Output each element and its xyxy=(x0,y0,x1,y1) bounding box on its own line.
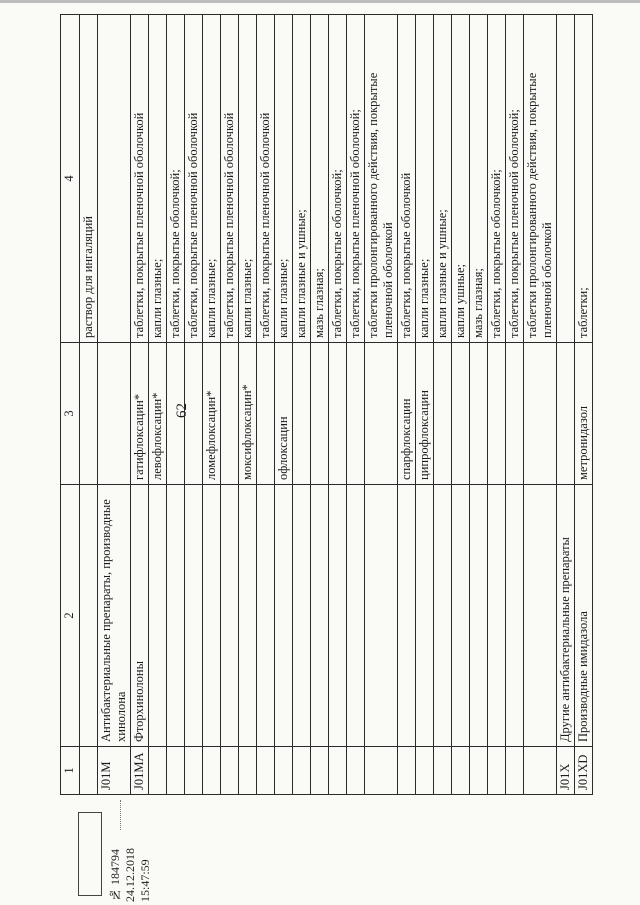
table-row xyxy=(203,15,221,795)
cell-code xyxy=(452,747,470,795)
cell-form: таблетки, покрытые оболочкой; xyxy=(329,15,347,343)
cell-drug xyxy=(221,343,239,485)
cell-group: Производные имидазола xyxy=(575,485,593,747)
table-row xyxy=(575,15,593,795)
table-row xyxy=(311,15,329,795)
cell-code xyxy=(347,747,365,795)
cell-group xyxy=(452,485,470,747)
cell-group xyxy=(311,485,329,747)
cell-form: таблетки, покрытые оболочкой; xyxy=(167,15,185,343)
cell-group xyxy=(221,485,239,747)
cell-group: Антибактериальные препараты, производные хинолона xyxy=(98,485,131,747)
cell-form: капли глазные; xyxy=(149,15,167,343)
cell-drug xyxy=(365,343,398,485)
cell-form: капли глазные; xyxy=(416,15,434,343)
cell-form: таблетки, покрытые оболочкой xyxy=(398,15,416,343)
cell-form: капли глазные; xyxy=(203,15,221,343)
cell-form: раствор для ингаляций xyxy=(80,15,98,343)
cell-group xyxy=(506,485,524,747)
cell-drug xyxy=(80,343,98,485)
cell-drug xyxy=(311,343,329,485)
cell-code xyxy=(365,747,398,795)
cell-drug: метронидазол xyxy=(575,343,593,485)
cell-form: таблетки пролонгированного действия, покрытые пленочной оболочкой xyxy=(524,15,557,343)
cell-drug: левофлоксацин* xyxy=(149,343,167,485)
table-row xyxy=(365,15,398,795)
table-row xyxy=(167,15,185,795)
cell-group: Фторхинолоны xyxy=(131,485,149,747)
cell-code xyxy=(506,747,524,795)
cell-form: таблетки, покрытые пленочной оболочкой; xyxy=(506,15,524,343)
cell-group xyxy=(398,485,416,747)
table-row xyxy=(347,15,365,795)
table-row xyxy=(557,15,575,795)
header-cell: 3 xyxy=(61,343,80,485)
cell-form: капли глазные и ушные; xyxy=(293,15,311,343)
cell-form: капли глазные и ушные; xyxy=(434,15,452,343)
table-row xyxy=(488,15,506,795)
cell-code xyxy=(167,747,185,795)
cell-code xyxy=(311,747,329,795)
table-row xyxy=(275,15,293,795)
cell-drug: гатифлоксацин* xyxy=(131,343,149,485)
cell-group xyxy=(524,485,557,747)
cell-form xyxy=(557,15,575,343)
cell-code xyxy=(488,747,506,795)
cell-form: таблетки; xyxy=(575,15,593,343)
cell-form: таблетки, покрытые оболочкой; xyxy=(488,15,506,343)
cell-code xyxy=(80,747,98,795)
cell-code xyxy=(185,747,203,795)
cell-code: J01XD xyxy=(575,747,593,795)
table-row xyxy=(185,15,203,795)
registration-stamp xyxy=(78,812,102,896)
cell-drug xyxy=(167,343,185,485)
table-row xyxy=(329,15,347,795)
table-row xyxy=(131,15,149,795)
cell-group xyxy=(416,485,434,747)
table-row xyxy=(293,15,311,795)
cell-drug: офлоксацин xyxy=(275,343,293,485)
cell-drug xyxy=(470,343,488,485)
page-number: 62 xyxy=(174,403,190,418)
document-number: № 184794 24.12.2018 15:47:59 xyxy=(108,848,152,902)
cell-group xyxy=(329,485,347,747)
cell-drug: ломефлоксацин* xyxy=(203,343,221,485)
cell-code xyxy=(239,747,257,795)
cell-code xyxy=(398,747,416,795)
cell-drug xyxy=(434,343,452,485)
cell-drug xyxy=(293,343,311,485)
cell-code xyxy=(434,747,452,795)
cell-code xyxy=(416,747,434,795)
cell-drug: моксифлоксацин* xyxy=(239,343,257,485)
table-row xyxy=(398,15,416,795)
cell-drug xyxy=(524,343,557,485)
cell-code: J01X xyxy=(557,747,575,795)
cell-drug xyxy=(185,343,203,485)
table-row xyxy=(506,15,524,795)
cell-drug xyxy=(98,343,131,485)
cell-group xyxy=(434,485,452,747)
cell-form: мазь глазная; xyxy=(470,15,488,343)
cell-group xyxy=(488,485,506,747)
cell-form: капли глазные; xyxy=(275,15,293,343)
cell-form: капли глазные; xyxy=(239,15,257,343)
cell-form xyxy=(98,15,131,343)
cell-form: таблетки, покрытые пленочной оболочкой xyxy=(221,15,239,343)
cell-drug: ципрофлоксацин xyxy=(416,343,434,485)
cell-code xyxy=(203,747,221,795)
cell-group: Другие антибактериальные препараты xyxy=(557,485,575,747)
cell-form: таблетки, покрытые пленочной оболочкой xyxy=(185,15,203,343)
table-row xyxy=(524,15,557,795)
cell-group xyxy=(293,485,311,747)
cell-form: мазь глазная; xyxy=(311,15,329,343)
cell-code xyxy=(329,747,347,795)
rotated-sheet xyxy=(60,15,590,795)
cell-drug xyxy=(347,343,365,485)
cell-code xyxy=(293,747,311,795)
table-row xyxy=(239,15,257,795)
table-row xyxy=(149,15,167,795)
scan-edge xyxy=(0,0,640,3)
cell-drug xyxy=(488,343,506,485)
cell-group xyxy=(365,485,398,747)
cell-form: таблетки, покрытые пленочной оболочкой xyxy=(131,15,149,343)
cell-drug xyxy=(329,343,347,485)
cell-code xyxy=(470,747,488,795)
cell-drug xyxy=(506,343,524,485)
cell-drug: спарфлоксацин xyxy=(398,343,416,485)
header-cell: 1 xyxy=(61,747,80,795)
cell-code xyxy=(257,747,275,795)
cell-group xyxy=(470,485,488,747)
table-row xyxy=(434,15,452,795)
cell-form: таблетки, покрытые пленочной оболочкой xyxy=(257,15,275,343)
drug-table xyxy=(60,14,593,795)
table-row xyxy=(257,15,275,795)
cell-group xyxy=(80,485,98,747)
cell-group xyxy=(185,485,203,747)
cell-drug xyxy=(452,343,470,485)
cell-code xyxy=(221,747,239,795)
cell-group xyxy=(347,485,365,747)
cell-code xyxy=(149,747,167,795)
cell-code: J01MA xyxy=(131,747,149,795)
cell-drug xyxy=(557,343,575,485)
header-cell: 2 xyxy=(61,485,80,747)
cell-form: капли ушные; xyxy=(452,15,470,343)
table-row xyxy=(416,15,434,795)
cell-group xyxy=(149,485,167,747)
cell-code: J01M xyxy=(98,747,131,795)
table-container xyxy=(60,15,590,795)
table-row xyxy=(470,15,488,795)
header-row xyxy=(61,15,80,795)
cell-group xyxy=(257,485,275,747)
table-row xyxy=(98,15,131,795)
cell-code xyxy=(524,747,557,795)
cell-code xyxy=(275,747,293,795)
cell-form: таблетки, покрытые пленочной оболочкой; xyxy=(347,15,365,343)
header-cell: 4 xyxy=(61,15,80,343)
table-row xyxy=(221,15,239,795)
table-body xyxy=(80,15,593,795)
cell-group xyxy=(275,485,293,747)
cell-drug xyxy=(257,343,275,485)
cell-group xyxy=(167,485,185,747)
cell-group xyxy=(239,485,257,747)
cell-form: таблетки пролонгированного действия, покрытые пленочной оболочкой xyxy=(365,15,398,343)
table-row xyxy=(452,15,470,795)
table-row xyxy=(80,15,98,795)
cell-group xyxy=(203,485,221,747)
